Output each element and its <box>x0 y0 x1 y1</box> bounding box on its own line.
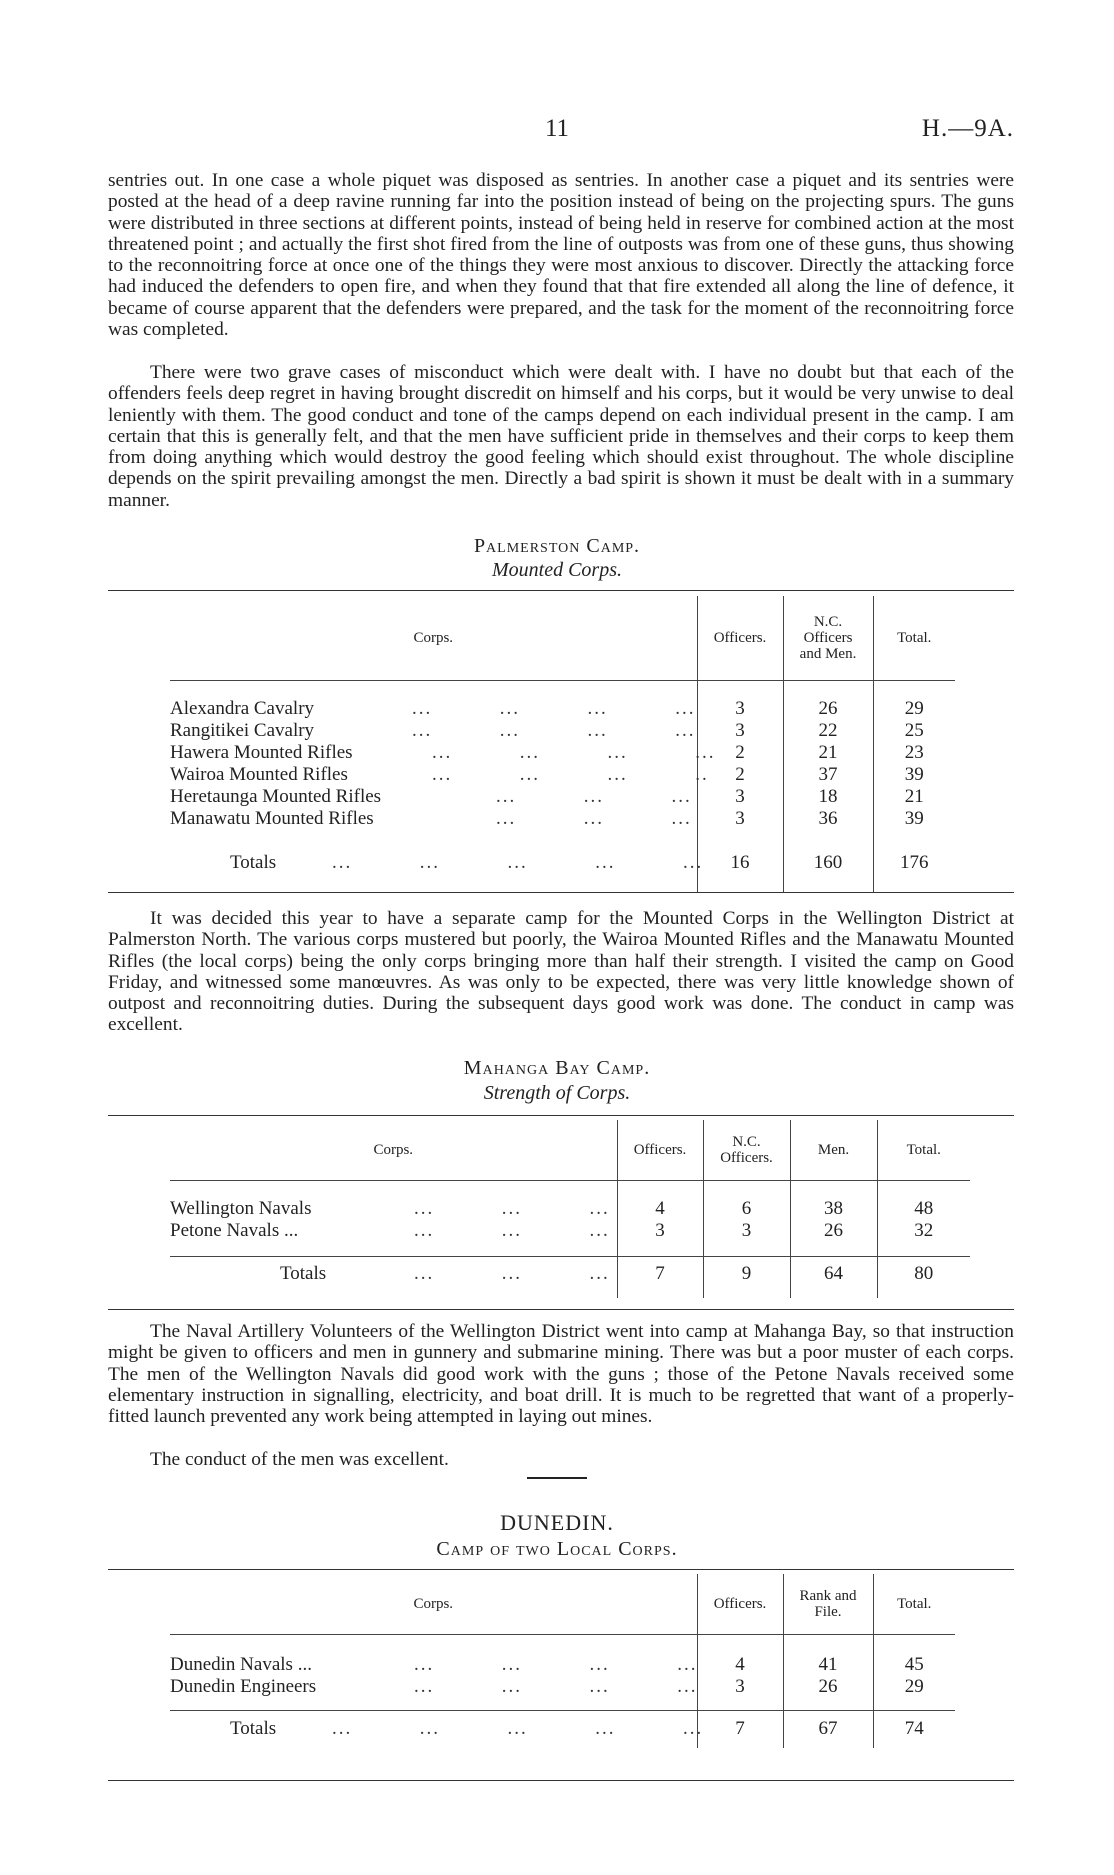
palmerston-table <box>170 596 955 892</box>
palmerston-bottom-rule <box>108 892 1014 893</box>
header-nco: N.C. Officers and Men. <box>783 596 873 680</box>
section-divider <box>527 1477 587 1479</box>
header-rank-and-file: Rank and File. <box>783 1574 873 1634</box>
paragraph-conduct: The conduct of the men was excellent. <box>150 1449 449 1470</box>
paragraph-misconduct: There were two grave cases of misconduct which were dealt with. I have no doubt but that each of the offenders feels deep regret in having brought discredit on himself and his corps, but it would be very unwise to deal leniently with them. The good conduct and tone of the camps depend on each individual present in the camp. I am certain that this is generally felt, and that the men have sufficient pride in themselves and their corps to keep them from doing anything which would destroy the good feeling which should exist throughout. The whole discipline depends on the spirit prevailing amongst the men. Directly a bad spirit is shown it must be dealt with in a summary manner. <box>108 362 1014 511</box>
header-officers: Officers. <box>617 1120 703 1180</box>
header-corps: Corps. <box>373 1141 414 1158</box>
header-total: Total. <box>877 1120 970 1180</box>
header-corps: Corps. <box>413 1595 454 1612</box>
page-number: 11 <box>544 115 570 142</box>
header-officers: Officers. <box>697 596 783 680</box>
dunedin-table <box>170 1574 955 1748</box>
mahanga-table <box>170 1120 970 1298</box>
table-row: Hawera Mounted Rifles ... ... ... ... 2 21 23 <box>170 742 955 764</box>
header-total: Total. <box>873 1574 955 1634</box>
table-row: Dunedin Navals ... ... ... ... ... 4 41 45 <box>170 1654 955 1676</box>
table-row: Heretaunga Mounted Rifles ... ... ... 3 18 21 <box>170 786 955 808</box>
mahanga-title: Mahanga Bay Camp. <box>463 1057 651 1079</box>
dunedin-title: Camp of two Local Corps. <box>436 1538 678 1560</box>
header-officers: Officers. <box>697 1574 783 1634</box>
header-total: Total. <box>873 596 955 680</box>
palmerston-top-rule <box>108 590 1014 591</box>
dunedin-heading: DUNEDIN. <box>500 1510 614 1535</box>
mahanga-subtitle: Strength of Corps. <box>483 1082 631 1104</box>
totals-row: Totals ... ... ... 7 9 64 80 <box>170 1256 970 1292</box>
palmerston-subtitle: Mounted Corps. <box>492 559 622 581</box>
totals-row: Totals ... ... ... ... ... 16 160 176 <box>170 852 955 874</box>
mahanga-top-rule <box>108 1115 1014 1116</box>
table-row: Wellington Navals ... ... ... 4 6 38 48 <box>170 1198 970 1220</box>
dunedin-bottom-rule <box>108 1780 1014 1781</box>
paragraph-palmerston: It was decided this year to have a separate camp for the Mounted Corps in the Wellington District at Palmerston North. The various corps mustered but poorly, the Wairoa Mounted Rifles and the Manawatu Mounted Rifles (the local corps) being the only corps bringing more than half their strength. I visited the camp on Good Friday, and witnessed some manœuvres. As was only to be expected, there was very little knowledge shown of outpost and reconnoitring duties. During the subsequent days good work was done. The conduct in camp was excellent. <box>108 908 1014 1036</box>
table-header-row <box>170 596 955 680</box>
header-men: Men. <box>790 1120 877 1180</box>
table-row: Rangitikei Cavalry ... ... ... ... 3 22 25 <box>170 720 955 742</box>
totals-row: Totals ... ... ... ... ... 7 67 74 <box>170 1710 955 1748</box>
paragraph-mahanga: The Naval Artillery Volunteers of the Wellington District went into camp at Mahanga Bay, so that instruction might be given to officers and men in gunnery and submarine mining. There was but a poor muster of each corps. The men of the Wellington Navals did good work with the guns ; those of the Petone Navals received some elementary instruction in signalling, electricity, and boat drill. It is much to be regretted that want of a properly-fitted launch prevented any work being attempted in laying out mines. <box>108 1321 1014 1428</box>
table-header-row <box>170 1574 955 1634</box>
mahanga-bottom-rule <box>108 1309 1014 1310</box>
dunedin-top-rule <box>108 1569 1014 1570</box>
header-nco: N.C. Officers. <box>703 1120 790 1180</box>
paragraph-sentries: sentries out. In one case a whole piquet was disposed as sentries. In another case a piquet and its sentries were posted at the head of a deep ravine running far into the position instead of being on the projecting spurs. The guns were distributed in three sections at different points, instead of being held in reserve for combined action at the most threatened point ; and actually the first shot fired from the line of outposts was from one of these guns, thus showing to the reconnoitring force at once one of the things they were most anxious to discover. Directly the attacking force had induced the defenders to open fire, and when they found that that fire extended all along the line of defence, it became of course apparent that the defenders were prepared, and the task for the moment of the reconnoitring force was completed. <box>108 170 1014 341</box>
table-header-row <box>170 1120 970 1180</box>
table-row: Wairoa Mounted Rifles ... ... ... .. 2 37 39 <box>170 764 955 786</box>
table-row: Petone Navals ... ... ... ... 3 3 26 32 <box>170 1220 970 1242</box>
document-reference: H.—9A. <box>921 115 1014 142</box>
table-row: Dunedin Engineers ... ... ... ... 3 26 29 <box>170 1676 955 1698</box>
table-row: Alexandra Cavalry ... ... ... ... 3 26 29 <box>170 698 955 720</box>
palmerston-title: Palmerston Camp. <box>473 535 641 557</box>
header-corps: Corps. <box>413 629 454 646</box>
table-row: Manawatu Mounted Rifles ... ... ... 3 36 39 <box>170 808 955 830</box>
